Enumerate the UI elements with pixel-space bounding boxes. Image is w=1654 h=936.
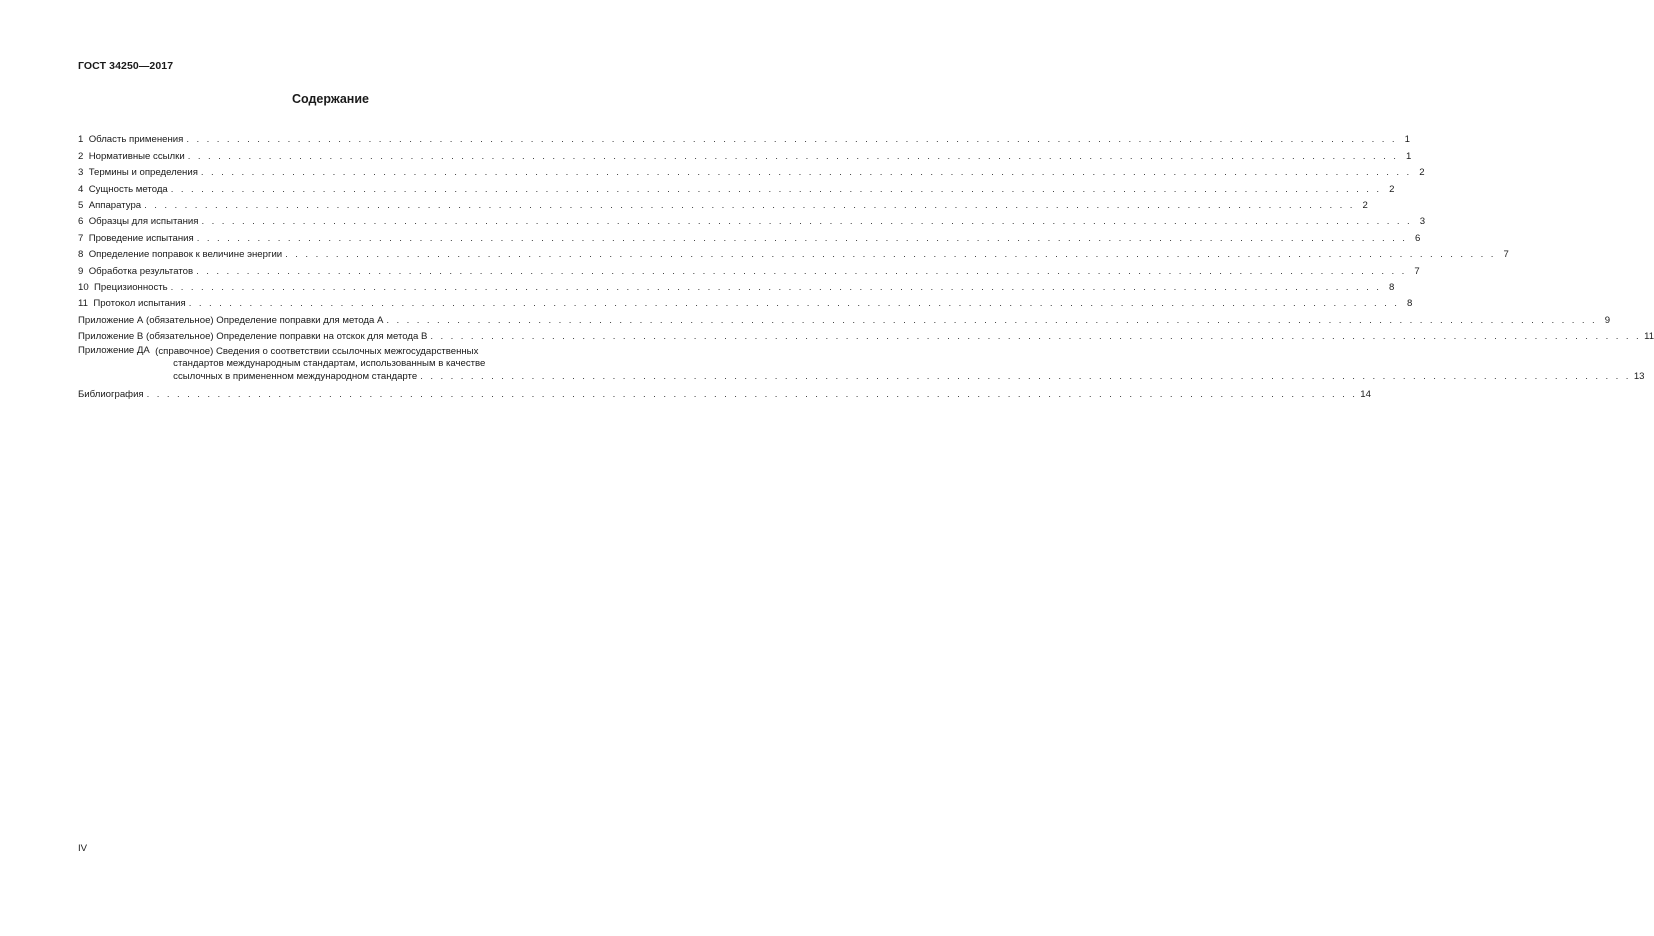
toc-entry[interactable] <box>78 146 1412 162</box>
toc-entry-label: Область применения <box>88 134 184 146</box>
leader-dots: . . . . . . . . . . . . . . . . . . . . . . . . . . . . . . . . . . . . . . . . . . . . . . . . . . . . . . . . . . . . . . . . . . . . . . . . . . . . . . . . . . . . . . . . . . . . . . . . . . . . . . . . . . . . . . . . . . . . . . . . <box>187 150 1399 162</box>
toc-entry-page: 13 <box>1633 370 1645 382</box>
leader-dots: . . . . . . . . . . . . . . . . . . . . . . . . . . . . . . . . . . . . . . . . . . . . . . . . . . . . . . . . . . . . . . . . . . . . . . . . . . . . . . . . . . . . . . . . . . . . . . . . . . . . . . . . . . . . . . . . . . . . . . . . <box>430 331 1642 343</box>
toc-entry-label: Проведение испытания <box>88 232 194 244</box>
leader-dots: . . . . . . . . . . . . . . . . . . . . . . . . . . . . . . . . . . . . . . . . . . . . . . . . . . . . . . . . . . . . . . . . . . . . . . . . . . . . . . . . . . . . . . . . . . . . . . . . . . . . . . . . . . . . . . . . . . . . . . . . <box>146 389 1358 401</box>
toc-entry-label: Приложение А (обязательное) Определение поправки для метода А <box>78 314 384 326</box>
toc-entry-label: Термины и определения <box>88 167 198 179</box>
toc-entry-label: Нормативные ссылки <box>88 150 185 162</box>
toc-entry-number: 2 <box>78 150 84 162</box>
toc-entry-label: Библиография <box>78 389 144 401</box>
toc-entry-number: 4 <box>78 183 84 195</box>
toc-entry-label: Определение поправок к величине энергии <box>88 249 283 261</box>
toc-entry-label: Протокол испытания <box>93 298 186 310</box>
toc-entry-number: 6 <box>78 216 84 228</box>
toc-entry-label: Приложение В (обязательное) Определение поправки на отскок для метода В <box>78 331 428 343</box>
toc-entry-number: 7 <box>78 232 84 244</box>
toc-entry[interactable] <box>78 294 1413 310</box>
toc-entry-page: 2 <box>1389 183 1395 195</box>
page-title: Содержание <box>291 92 369 106</box>
toc-entry[interactable] <box>78 310 1611 326</box>
toc-entry-page: 9 <box>1604 314 1611 326</box>
toc-entry-number: 10 <box>78 281 89 293</box>
toc-entry-page: 14 <box>1360 389 1371 401</box>
toc-entry-label: Образцы для испытания <box>88 216 199 228</box>
toc-entry-page: 8 <box>1388 281 1395 293</box>
toc-entry[interactable] <box>78 228 1421 244</box>
toc-entry-label: Обработка результатов <box>88 265 194 277</box>
toc-entry-label-line: ссылочных в примененном международном стандарте <box>173 370 418 382</box>
leader-dots: . . . . . . . . . . . . . . . . . . . . . . . . . . . . . . . . . . . . . . . . . . . . . . . . . . . . . . . . . . . . . . . . . . . . . . . . . . . . . . . . . . . . . . . . . . . . . . . . . . . . . . . . . . . . . . . . . . . . . . . . <box>144 199 1355 211</box>
toc-entry-number: 1 <box>78 134 84 146</box>
toc-entry-number: 8 <box>78 249 84 261</box>
toc-entry-page: 7 <box>1503 249 1509 261</box>
leader-dots: . . . . . . . . . . . . . . . . . . . . . . . . . . . . . . . . . . . . . . . . . . . . . . . . . . . . . . . . . . . . . . . . . . . . . . . . . . . . . . . . . . . . . . . . . . . . . . . . . . . . . . . . . . . . . . . . . . . . . . . . <box>196 265 1407 277</box>
leader-dots: . . . . . . . . . . . . . . . . . . . . . . . . . . . . . . . . . . . . . . . . . . . . . . . . . . . . . . . . . . . . . . . . . . . . . . . . . . . . . . . . . . . . . . . . . . . . . . . . . . . . . . . . . . . . . . . . . . . . . . . . <box>285 249 1496 261</box>
toc-entry-bibliography[interactable] <box>78 385 1371 401</box>
toc-entry-label-line: стандартов международным стандартам, использованным в качестве <box>173 358 486 370</box>
toc-entry-page: 7 <box>1414 265 1420 277</box>
toc-entry[interactable] <box>78 163 1425 179</box>
table-of-contents <box>78 130 1654 401</box>
leader-dots: . . . . . . . . . . . . . . . . . . . . . . . . . . . . . . . . . . . . . . . . . . . . . . . . . . . . . . . . . . . . . . . . . . . . . . . . . . . . . . . . . . . . . . . . . . . . . . . . . . . . . . . . . . . . . . . . . . . . . . . . <box>170 281 1382 293</box>
toc-entry-page: 1 <box>1406 150 1412 162</box>
toc-entry[interactable] <box>78 278 1395 294</box>
document-code: ГОСТ 34250—2017 <box>78 60 174 72</box>
leader-dots: . . . . . . . . . . . . . . . . . . . . . . . . . . . . . . . . . . . . . . . . . . . . . . . . . . . . . . . . . . . . . . . . . . . . . . . . . . . . . . . . . . . . . . . . . . . . . . . . . . . . . . . . . . . . . . . . . . . . . . . . <box>420 370 1631 382</box>
toc-entry[interactable] <box>78 212 1426 228</box>
toc-entry[interactable] <box>78 130 1410 146</box>
toc-entry-label: Аппаратура <box>88 199 142 211</box>
leader-dots: . . . . . . . . . . . . . . . . . . . . . . . . . . . . . . . . . . . . . . . . . . . . . . . . . . . . . . . . . . . . . . . . . . . . . . . . . . . . . . . . . . . . . . . . . . . . . . . . . . . . . . . . . . . . . . . . . . . . . . . . <box>201 216 1413 228</box>
toc-entry[interactable] <box>78 179 1395 195</box>
toc-entry-number: 9 <box>78 265 84 277</box>
leader-dots: . . . . . . . . . . . . . . . . . . . . . . . . . . . . . . . . . . . . . . . . . . . . . . . . . . . . . . . . . . . . . . . . . . . . . . . . . . . . . . . . . . . . . . . . . . . . . . . . . . . . . . . . . . . . . . . . . . . . . . . . <box>386 314 1598 326</box>
toc-entry[interactable] <box>78 261 1420 277</box>
toc-entry-page: 11 <box>1644 331 1654 343</box>
leader-dots: . . . . . . . . . . . . . . . . . . . . . . . . . . . . . . . . . . . . . . . . . . . . . . . . . . . . . . . . . . . . . . . . . . . . . . . . . . . . . . . . . . . . . . . . . . . . . . . . . . . . . . . . . . . . . . . . . . . . . . . . <box>196 232 1408 244</box>
toc-entry-number: 3 <box>78 167 84 179</box>
leader-dots: . . . . . . . . . . . . . . . . . . . . . . . . . . . . . . . . . . . . . . . . . . . . . . . . . . . . . . . . . . . . . . . . . . . . . . . . . . . . . . . . . . . . . . . . . . . . . . . . . . . . . . . . . . . . . . . . . . . . . . . . <box>186 134 1397 146</box>
toc-entry-number: 5 <box>78 199 84 211</box>
toc-entry[interactable] <box>78 196 1368 212</box>
leader-dots: . . . . . . . . . . . . . . . . . . . . . . . . . . . . . . . . . . . . . . . . . . . . . . . . . . . . . . . . . . . . . . . . . . . . . . . . . . . . . . . . . . . . . . . . . . . . . . . . . . . . . . . . . . . . . . . . . . . . . . . . <box>170 183 1382 195</box>
toc-entry-number: 11 <box>78 298 88 310</box>
toc-entry-page: 2 <box>1419 167 1425 179</box>
toc-entry-label: Сущность метода <box>88 183 168 195</box>
toc-entry-label: Приложение ДА <box>78 345 156 357</box>
toc-entry-page: 6 <box>1415 232 1421 244</box>
page-number: IV <box>78 843 88 854</box>
toc-entry-page: 2 <box>1362 199 1368 211</box>
toc-entry-annex-da[interactable] <box>78 345 1645 383</box>
toc-entry-page: 3 <box>1419 216 1426 228</box>
toc-entry[interactable] <box>78 327 1654 343</box>
toc-entry-page: 1 <box>1404 134 1410 146</box>
toc-entry[interactable] <box>78 245 1509 261</box>
leader-dots: . . . . . . . . . . . . . . . . . . . . . . . . . . . . . . . . . . . . . . . . . . . . . . . . . . . . . . . . . . . . . . . . . . . . . . . . . . . . . . . . . . . . . . . . . . . . . . . . . . . . . . . . . . . . . . . . . . . . . . . . <box>200 167 1412 179</box>
leader-dots: . . . . . . . . . . . . . . . . . . . . . . . . . . . . . . . . . . . . . . . . . . . . . . . . . . . . . . . . . . . . . . . . . . . . . . . . . . . . . . . . . . . . . . . . . . . . . . . . . . . . . . . . . . . . . . . . . . . . . . . . <box>188 298 1400 310</box>
toc-entry-label-line: (справочное) Сведения о соответствии ссылочных межгосударственных <box>155 345 479 357</box>
toc-entry-label: Прецизионность <box>94 281 168 293</box>
toc-entry-page: 8 <box>1407 298 1413 310</box>
